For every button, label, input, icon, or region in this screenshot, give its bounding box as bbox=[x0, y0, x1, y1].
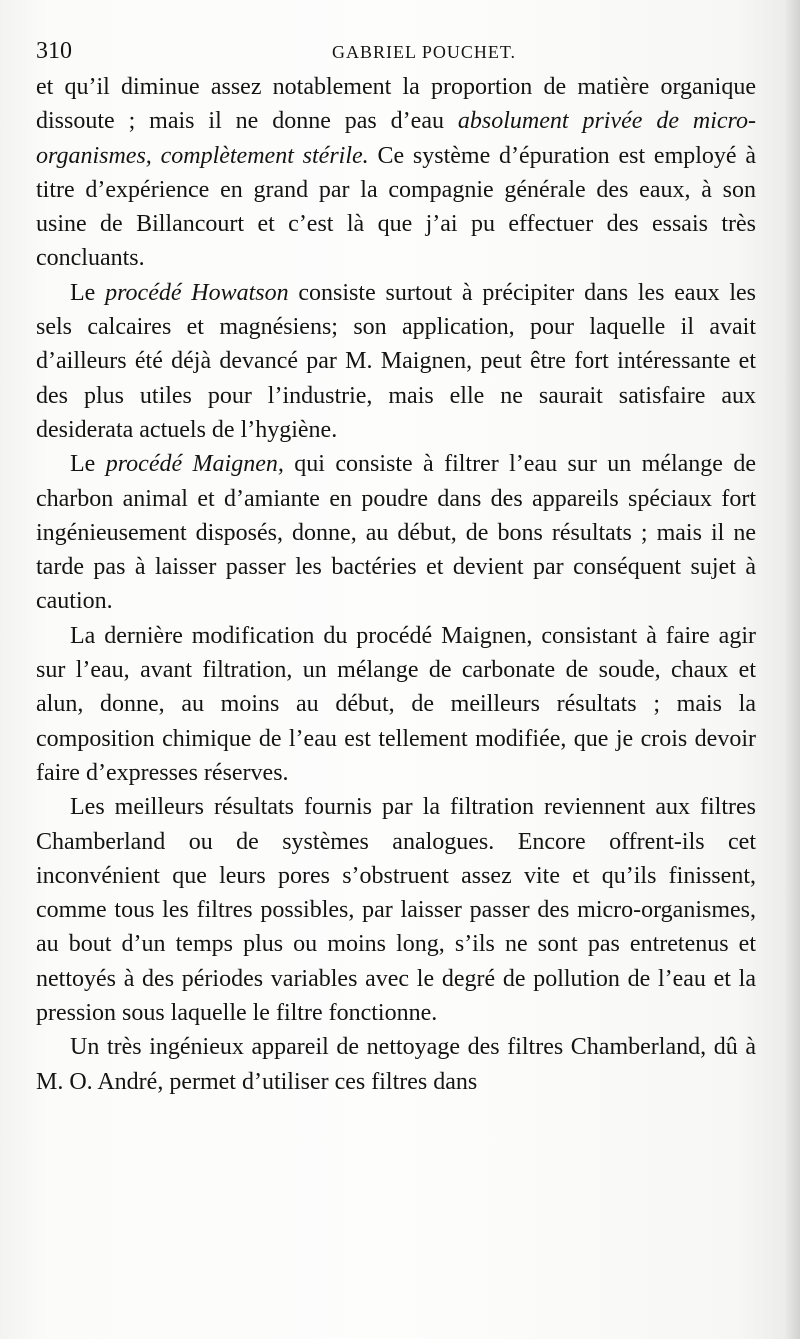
text-segment: Le bbox=[70, 279, 106, 306]
paragraph-modification bbox=[36, 619, 756, 790]
text-segment: Les meilleurs résultats fournis par la filtration reviennent aux filtres Chamberland ou de systèmes analogues. Encore offrent-ils cet inconvénient que leurs pores s’obstruent assez vite et qu’ils finissent, comme tous les filtres possibles, par laisser passer des micro-organismes, au bout d’un temps plus ou moins long, s’ils ne sont pas entretenus et nettoyés à des périodes variables avec le degré de pollution de l’eau et la pression sous laquelle le filtre fonctionne. bbox=[36, 794, 756, 1027]
italic-phrase: absolument privée de micro-organismes, complètement stérile. bbox=[36, 108, 756, 169]
text-segment: qui consiste à filtrer l’eau sur un mélange de charbon animal et d’amiante en poudre dans des appareils spéciaux fort ingénieusement disposés, donne, au début, de bons résultats ; mais il ne tarde pas à laisser passer les bactéries et devient par conséquent sujet à caution. bbox=[36, 451, 757, 615]
text-segment: consiste surtout à précipiter dans les eaux les sels calcaires et magnésiens; son application, pour laquelle il avait d’ailleurs été déjà devancé par M. Maignen, peut être fort intéressante et des plus utiles pour l’industrie, mais elle ne saurait satisfaire aux desiderata actuels de l’hygiène. bbox=[36, 279, 757, 443]
italic-phrase: procédé Howatson bbox=[105, 279, 289, 306]
text-segment: Ce système d’épuration est employé à titre d’expérience en grand par la compagnie générale des eaux, à son usine de Billancourt et c’est là que j’ai pu effectuer des essais très concluants. bbox=[36, 142, 757, 272]
paragraph-maignen bbox=[36, 447, 756, 618]
page-number: 310 bbox=[36, 38, 72, 64]
paragraph-howatson bbox=[36, 276, 756, 447]
text-segment: La dernière modification du procédé Maignen, consistant à faire agir sur l’eau, avant filtration, un mélange de carbonate de soude, chaux et alun, donne, au moins au début, de meilleurs résultats ; mais la composition chimique de l’eau est tellement modifiée, que je crois devoir faire d’expresses réserves. bbox=[36, 622, 756, 786]
page-header bbox=[36, 34, 756, 68]
paragraph-chamberland bbox=[36, 790, 756, 1030]
body-text bbox=[36, 70, 756, 1099]
text-segment: Un très ingénieux appareil de nettoyage des filtres Chamberland, dû à M. O. André, permet d’utiliser ces filtres dans bbox=[36, 1034, 756, 1095]
text-segment: Le bbox=[70, 451, 106, 478]
paragraph-andre bbox=[36, 1030, 756, 1099]
paragraph-continuation bbox=[36, 70, 756, 276]
italic-phrase: procédé Maignen, bbox=[105, 451, 284, 478]
text-segment: et qu’il diminue assez notablement la proportion de matière organique dissoute ; mais il ne donne pas d’eau bbox=[36, 74, 756, 135]
running-title: GABRIEL POUCHET. bbox=[332, 42, 516, 62]
